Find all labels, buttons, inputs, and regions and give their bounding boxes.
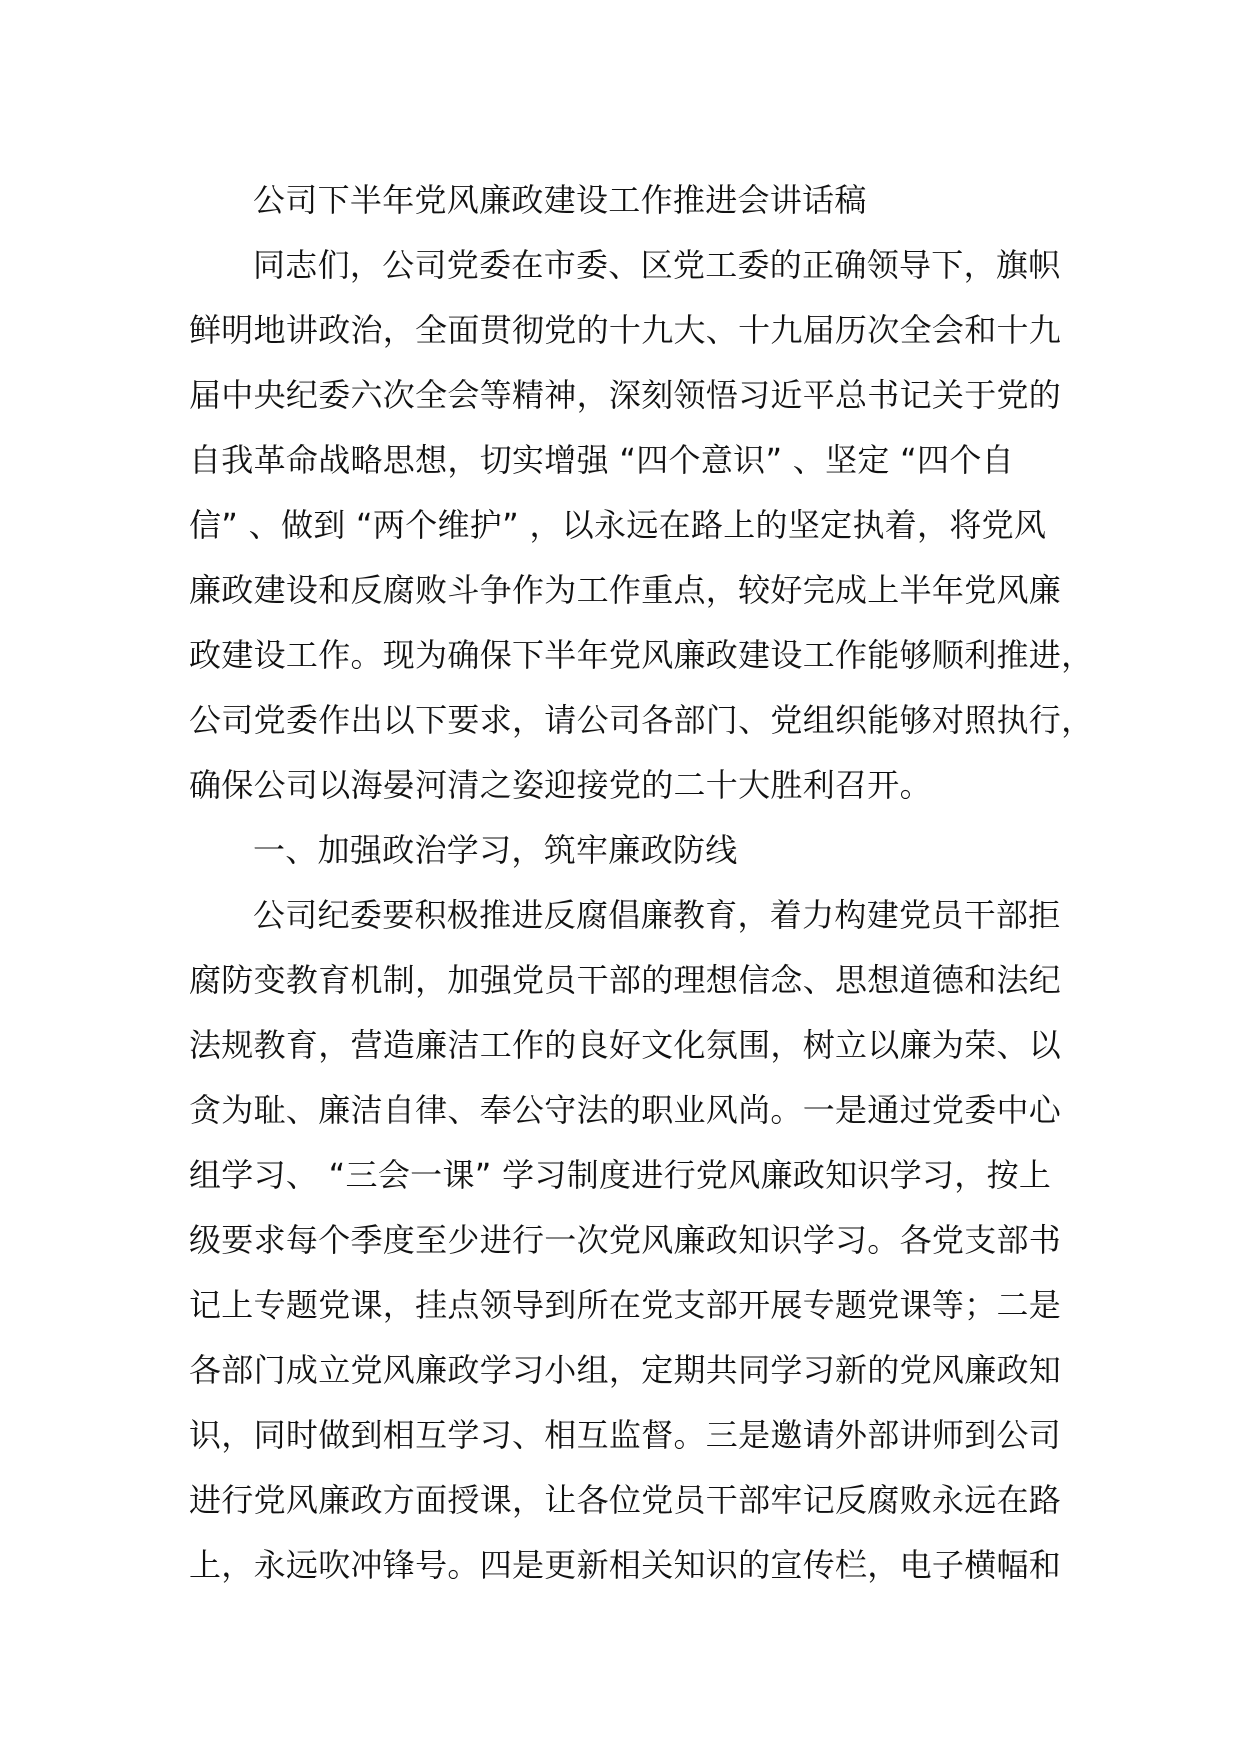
paragraph-line: 公司纪委要积极推进反腐倡廉教育，着力构建党员干部拒: [253, 896, 1061, 934]
paragraph-line: 公司党委作出以下要求，请公司各部门、党组织能够对照执行，: [189, 701, 1094, 739]
section-heading: 一、加强政治学习，筑牢廉政防线: [253, 831, 738, 869]
paragraph-line: 贪为耻、廉洁自律、奉公守法的职业风尚。一是通过党委中心: [189, 1091, 1062, 1129]
paragraph-line: 组学习、 “三会一课” 学习制度进行党风廉政知识学习，按上: [189, 1156, 1052, 1194]
paragraph-line: 自我革命战略思想，切实增强 “四个意识” 、坚定 “四个自: [189, 441, 1014, 479]
paragraph-line: 各部门成立党风廉政学习小组，定期共同学习新的党风廉政知: [189, 1351, 1062, 1389]
paragraph-line: 上，永远吹冲锋号。四是更新相关知识的宣传栏，电子横幅和: [189, 1546, 1062, 1584]
paragraph-line: 腐防变教育机制，加强党员干部的理想信念、思想道德和法纪: [189, 961, 1062, 999]
paragraph-line: 政建设工作。现为确保下半年党风廉政建设工作能够顺利推进，: [189, 636, 1094, 674]
paragraph-line: 识，同时做到相互学习、相互监督。三是邀请外部讲师到公司: [189, 1416, 1062, 1454]
document-title: 公司下半年党风廉政建设工作推进会讲话稿: [253, 181, 867, 219]
paragraph-line: 记上专题党课，挂点领导到所在党支部开展专题党课等；二是: [189, 1286, 1062, 1324]
paragraph-line: 同志们，公司党委在市委、区党工委的正确领导下，旗帜: [253, 246, 1061, 284]
document-body: [189, 168, 1094, 1598]
paragraph-line: 级要求每个季度至少进行一次党风廉政知识学习。各党支部书: [189, 1221, 1062, 1259]
paragraph-line: 法规教育，营造廉洁工作的良好文化氛围，树立以廉为荣、以: [189, 1026, 1062, 1064]
paragraph-line: 确保公司以海晏河清之姿迎接党的二十大胜利召开。: [189, 766, 932, 804]
paragraph-line: 信” 、做到 “两个维护” ，以永远在路上的坚定执着，将党风: [189, 506, 1047, 544]
paragraph-line: 届中央纪委六次全会等精神，深刻领悟习近平总书记关于党的: [189, 376, 1062, 414]
paragraph-1: [189, 233, 1094, 818]
paragraph-line: 廉政建设和反腐败斗争作为工作重点，较好完成上半年党风廉: [189, 571, 1062, 609]
paragraph-line: 进行党风廉政方面授课，让各位党员干部牢记反腐败永远在路: [189, 1481, 1062, 1519]
paragraph-2: [189, 883, 1089, 1598]
paragraph-line: 鲜明地讲政治，全面贯彻党的十九大、十九届历次全会和十九: [189, 311, 1062, 349]
